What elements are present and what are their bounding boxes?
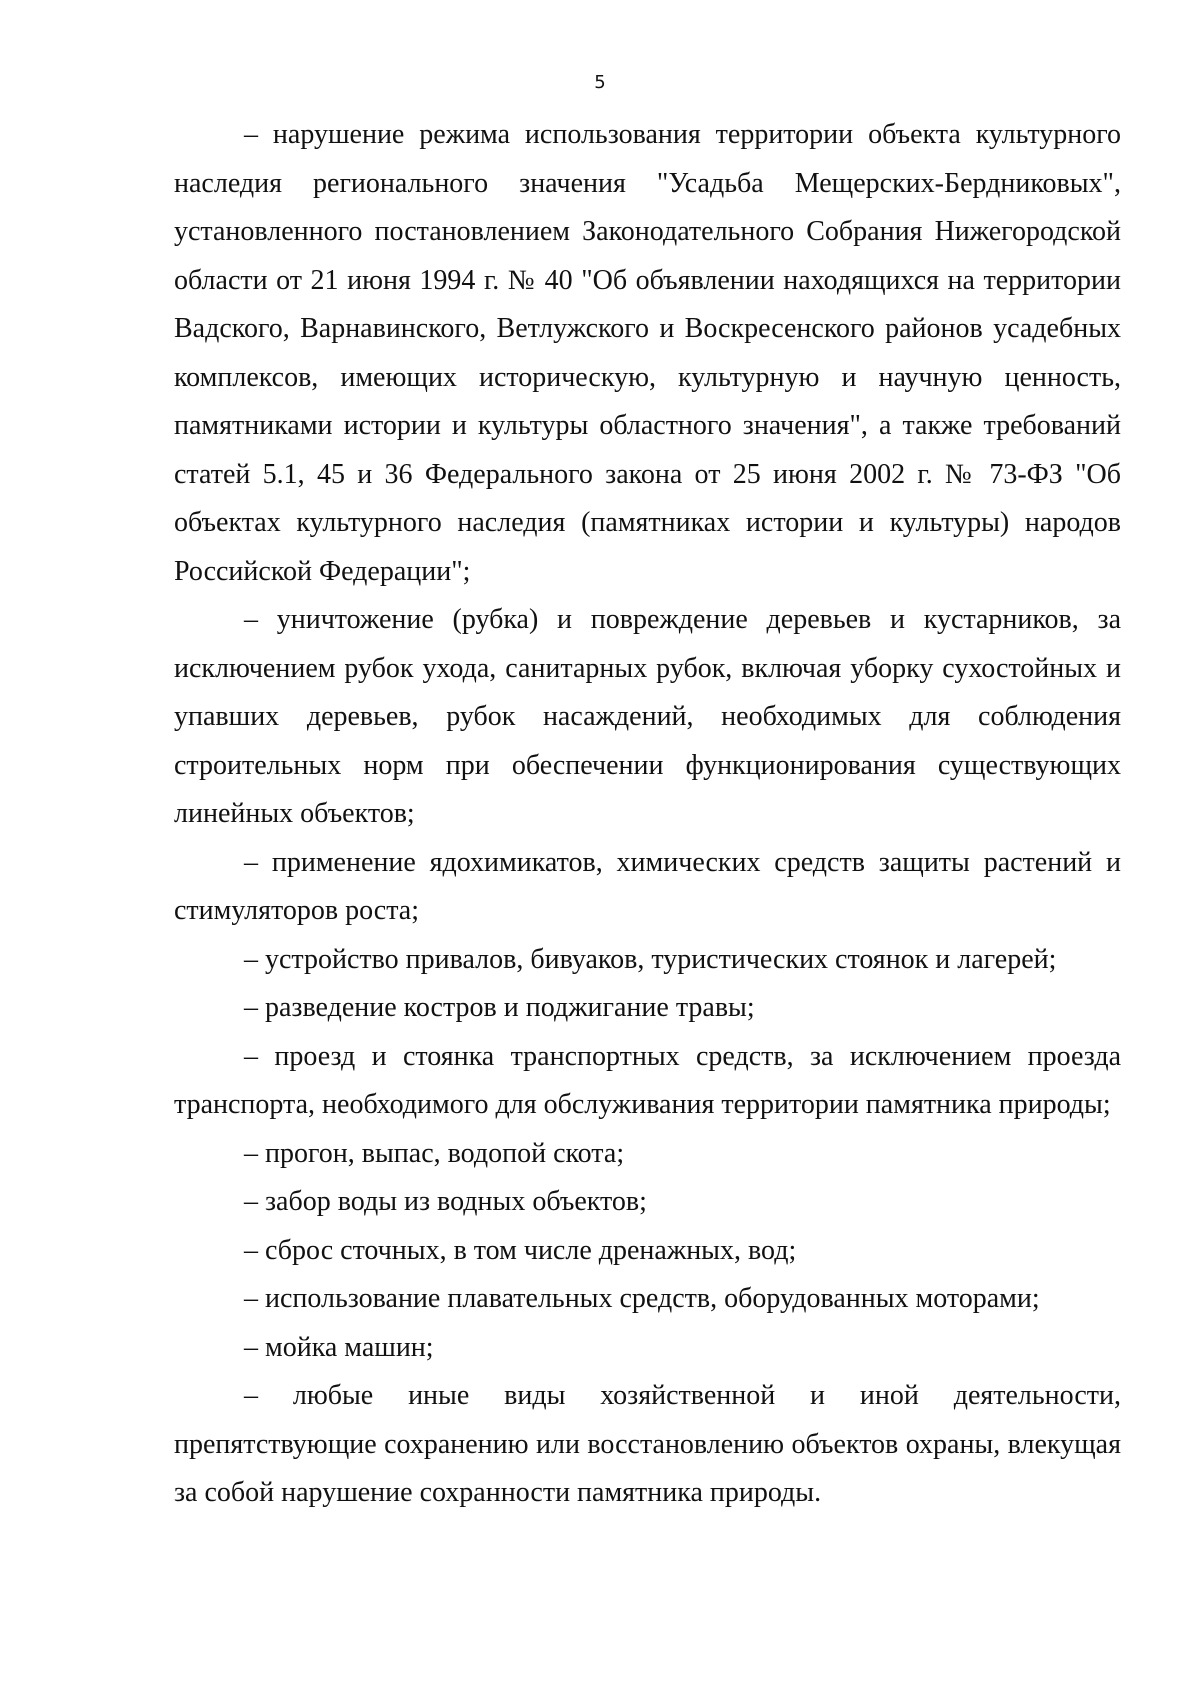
paragraph-water-intake: – забор воды из водных объектов; xyxy=(244,1186,647,1217)
paragraph-motor-boats: – использование плавательных средств, оборудованных моторами; xyxy=(244,1283,1040,1314)
paragraph-other-activities: – любые иные виды хозяйственной и иной деятельности, препятствующие сохранению или восстановлению объектов охраны, влекущая за собой нарушение сохранности памятника природы. xyxy=(174,1380,1121,1508)
paragraph-vehicles: – проезд и стоянка транспортных средств, за исключением проезда транспорта, необходимого для обслуживания территории памятника природы; xyxy=(174,1040,1121,1120)
paragraph-tree-cutting: – уничтожение (рубка) и повреждение деревьев и кустарников, за исключением рубок ухода, санитарных рубок, включая уборку сухостойных и упавших деревьев, рубок насаждений, необходимых для соблюдения строительных норм при обеспечении функционирования существующих линейных объектов; xyxy=(174,604,1121,829)
paragraph-chemicals: – применение ядохимикатов, химических средств защиты растений и стимуляторов роста; xyxy=(174,846,1121,926)
paragraph-livestock: – прогон, выпас, водопой скота; xyxy=(244,1137,625,1169)
paragraph-car-washing: – мойка машин; xyxy=(244,1331,434,1363)
paragraph-wastewater: – сброс сточных, в том числе дренажных, вод; xyxy=(244,1234,797,1266)
paragraph-fires: – разведение костров и поджигание травы; xyxy=(244,992,755,1023)
document-body xyxy=(174,111,1121,1518)
paragraph-cultural-heritage-violation: – нарушение режима использования территории объекта культурного наследия регионального значения "Усадьба Мещерских-Бердниковых", установленного постановлением Законодательного Собрания Нижегородской области от 21 июня 1994 г. № 40 "Об объявлении находящихся на территории Вадского, Варнавинского, Ветлужского и Воскресенского районов усадебных комплексов, имеющих историческую, культурную и научную ценность, памятниками истории и культуры областного значения", а также требований статей 5.1, 45 и 36 Федерального закона от 25 июня 2002 г. № 73-ФЗ "Об объектах культурного наследия (памятниках истории и культуры) народов Российской Федерации"; xyxy=(174,119,1121,587)
paragraph-camping: – устройство привалов, бивуаков, туристических стоянок и лагерей; xyxy=(244,943,1057,975)
page-number: 5 xyxy=(594,72,606,93)
